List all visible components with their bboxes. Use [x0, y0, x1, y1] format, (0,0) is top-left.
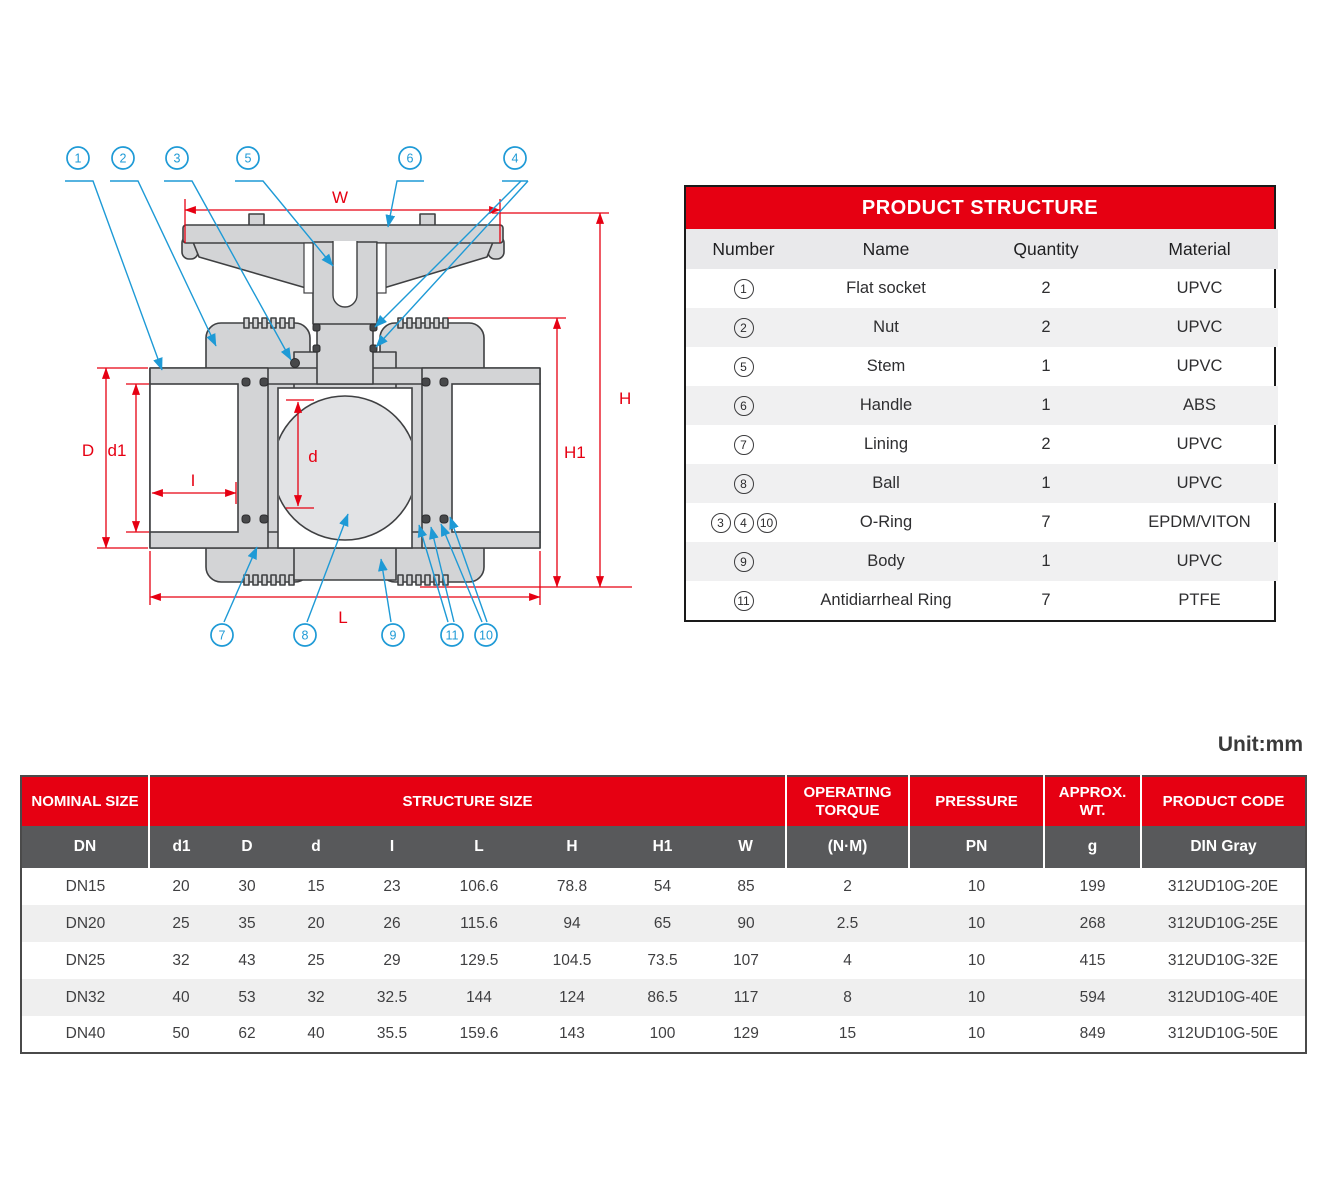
callout-4	[504, 147, 526, 169]
value-cell: 312UD10G-40E	[1141, 979, 1306, 1016]
part-name-cell: Nut	[873, 318, 899, 336]
structure-row	[686, 269, 1278, 308]
value-cell: 129.5	[433, 942, 525, 979]
sub-header-L: L	[433, 826, 525, 868]
dim-label-h: H	[619, 389, 632, 408]
sub-header-g: g	[1044, 826, 1141, 868]
value-cell: 199	[1044, 868, 1141, 905]
group-approx-wt: APPROX. WT.	[1044, 776, 1141, 826]
value-cell: 32	[149, 942, 213, 979]
structure-row	[686, 542, 1278, 581]
value-cell: 143	[525, 1016, 619, 1053]
value-cell: 2	[786, 868, 909, 905]
group-operating-torque: OPERATING TORQUE	[786, 776, 909, 826]
callout-8	[294, 624, 316, 646]
value-cell: 85	[706, 868, 786, 905]
value-cell: 312UD10G-25E	[1141, 905, 1306, 942]
part-material-cell: UPVC	[1176, 552, 1223, 570]
part-qty-cell: 2	[1041, 435, 1051, 453]
callout-11	[441, 624, 463, 646]
value-cell: 415	[1044, 942, 1141, 979]
part-material-cell: UPVC	[1176, 357, 1223, 375]
sub-header-din-gray: DIN Gray	[1141, 826, 1306, 868]
dim-label-w: W	[331, 188, 349, 207]
svg-text:9: 9	[389, 628, 397, 643]
dim-label-D: D	[81, 441, 95, 460]
structure-row	[686, 347, 1278, 386]
dim-label-h1: H1	[564, 443, 586, 462]
valve-parts	[150, 214, 540, 585]
value-cell: 10	[909, 905, 1044, 942]
product-structure-card	[684, 185, 1276, 622]
part-qty-cell: 7	[1041, 513, 1051, 531]
value-cell: 4	[786, 942, 909, 979]
part-name-cell: Stem	[866, 357, 906, 375]
value-cell: 8	[786, 979, 909, 1016]
part-number-circle: 3	[711, 513, 731, 533]
value-cell: 312UD10G-32E	[1141, 942, 1306, 979]
value-cell: 268	[1044, 905, 1141, 942]
value-cell: 90	[706, 905, 786, 942]
part-number-circle: 10	[757, 513, 777, 533]
size-row-DN32	[21, 979, 1306, 1016]
structure-row	[686, 464, 1278, 503]
callout-6	[399, 147, 421, 169]
value-cell: 2.5	[786, 905, 909, 942]
part-number-circle: 6	[734, 396, 754, 416]
value-cell: 86.5	[619, 979, 706, 1016]
value-cell: 159.6	[433, 1016, 525, 1053]
part-number-cell	[686, 503, 801, 542]
part-number-circle: 2	[734, 318, 754, 338]
sub-header-d: d	[281, 826, 351, 868]
group-product-code: PRODUCT CODE	[1141, 776, 1306, 826]
size-table-sub-header-row	[21, 826, 1306, 868]
svg-text:3: 3	[173, 151, 181, 166]
group-structure-size: STRUCTURE SIZE	[149, 776, 786, 826]
part-material-cell: EPDM/VITON	[1148, 513, 1251, 531]
part-name-cell: Handle	[859, 396, 913, 414]
svg-text:4: 4	[511, 151, 519, 166]
svg-text:6: 6	[406, 151, 414, 166]
value-cell: 43	[213, 942, 281, 979]
value-cell: 25	[149, 905, 213, 942]
value-cell: 25	[281, 942, 351, 979]
value-cell: 20	[149, 868, 213, 905]
value-cell: 94	[525, 905, 619, 942]
svg-text:1: 1	[74, 151, 82, 166]
part-number-cell	[686, 308, 801, 347]
svg-text:8: 8	[301, 628, 309, 643]
size-row-DN25	[21, 942, 1306, 979]
value-cell: 30	[213, 868, 281, 905]
value-cell: 10	[909, 942, 1044, 979]
sub-header-pn: PN	[909, 826, 1044, 868]
product-structure-table	[686, 229, 1278, 620]
part-number-circle: 4	[734, 513, 754, 533]
structure-header-row	[686, 229, 1278, 269]
ball	[273, 396, 417, 540]
value-cell: 40	[281, 1016, 351, 1053]
part-name-cell: Antidiarrheal Ring	[820, 591, 952, 609]
valve-cross-section-diagram	[0, 0, 680, 680]
part-material-cell: PTFE	[1178, 591, 1221, 609]
part-number-cell	[686, 347, 801, 386]
sub-header-H: H	[525, 826, 619, 868]
value-cell: 32.5	[351, 979, 433, 1016]
sub-header-I: I	[351, 826, 433, 868]
sub-header-W: W	[706, 826, 786, 868]
value-cell: 35.5	[351, 1016, 433, 1053]
part-number-cell	[686, 425, 801, 464]
value-cell: 10	[909, 979, 1044, 1016]
size-row-DN15	[21, 868, 1306, 905]
part-number-circle: 9	[734, 552, 754, 572]
part-number-circle: 11	[734, 591, 754, 611]
part-material-cell: UPVC	[1176, 435, 1223, 453]
value-cell: 10	[909, 1016, 1044, 1053]
value-cell: 849	[1044, 1016, 1141, 1053]
part-name-cell: Ball	[872, 474, 900, 492]
sub-header-D: D	[213, 826, 281, 868]
part-qty-cell: 2	[1041, 279, 1051, 297]
value-cell: 29	[351, 942, 433, 979]
part-material-cell: ABS	[1182, 396, 1217, 414]
part-number-cell	[686, 386, 801, 425]
stem	[317, 318, 373, 384]
handle	[182, 214, 504, 324]
sub-header-nm: (N·M)	[786, 826, 909, 868]
value-cell: 144	[433, 979, 525, 1016]
value-cell: 78.8	[525, 868, 619, 905]
dim-label-d: d	[308, 447, 318, 466]
dimension-size-table	[20, 775, 1307, 1054]
part-name-cell: Lining	[863, 435, 909, 453]
value-cell: 32	[281, 979, 351, 1016]
value-cell: 129	[706, 1016, 786, 1053]
part-qty-cell: 1	[1041, 357, 1051, 375]
col-header-number: Number	[686, 229, 801, 269]
part-material-cell: UPVC	[1176, 474, 1223, 492]
structure-row	[686, 308, 1278, 347]
callout-2	[112, 147, 134, 169]
value-cell: 124	[525, 979, 619, 1016]
dim-label-d1: d1	[107, 441, 127, 460]
group-nominal-size: NOMINAL SIZE	[21, 776, 149, 826]
left-socket-bore	[150, 384, 238, 532]
part-material-cell: UPVC	[1176, 279, 1223, 297]
value-cell: 20	[281, 905, 351, 942]
structure-row	[686, 503, 1278, 542]
svg-text:2: 2	[119, 151, 127, 166]
value-cell: 62	[213, 1016, 281, 1053]
col-header-quantity: Quantity	[971, 229, 1121, 269]
right-socket-bore	[452, 384, 540, 532]
value-cell: 73.5	[619, 942, 706, 979]
value-cell: 312UD10G-20E	[1141, 868, 1306, 905]
structure-row	[686, 386, 1278, 425]
structure-table-title: PRODUCT STRUCTURE	[686, 187, 1274, 229]
part-number-circle: 5	[734, 357, 754, 377]
svg-text:10: 10	[479, 628, 493, 643]
part-qty-cell: 7	[1041, 591, 1051, 609]
value-cell: 65	[619, 905, 706, 942]
col-header-name: Name	[801, 229, 971, 269]
dim-label-l: L	[338, 608, 348, 627]
value-cell: 594	[1044, 979, 1141, 1016]
size-table-group-header-row	[21, 776, 1306, 826]
dn-cell: DN25	[21, 942, 149, 979]
value-cell: 23	[351, 868, 433, 905]
dn-cell: DN15	[21, 868, 149, 905]
size-row-DN40	[21, 1016, 1306, 1053]
callout-1	[67, 147, 89, 169]
structure-row	[686, 581, 1278, 620]
sub-header-d1: d1	[149, 826, 213, 868]
col-header-material: Material	[1121, 229, 1278, 269]
value-cell: 100	[619, 1016, 706, 1053]
part-name-cell: Body	[867, 552, 905, 570]
dn-cell: DN20	[21, 905, 149, 942]
value-cell: 40	[149, 979, 213, 1016]
value-cell: 107	[706, 942, 786, 979]
value-cell: 106.6	[433, 868, 525, 905]
svg-text:5: 5	[244, 151, 252, 166]
part-number-circle: 8	[734, 474, 754, 494]
svg-text:11: 11	[445, 628, 459, 643]
part-qty-cell: 1	[1041, 474, 1051, 492]
callout-3	[166, 147, 188, 169]
callout-5	[237, 147, 259, 169]
part-qty-cell: 1	[1041, 552, 1051, 570]
value-cell: 53	[213, 979, 281, 1016]
part-number-cell	[686, 269, 801, 308]
callout-10	[475, 624, 497, 646]
part-number-cell	[686, 464, 801, 503]
part-number-circle: 7	[734, 435, 754, 455]
value-cell: 26	[351, 905, 433, 942]
part-name-cell: Flat socket	[846, 279, 926, 297]
value-cell: 117	[706, 979, 786, 1016]
value-cell: 15	[786, 1016, 909, 1053]
sub-header-H1: H1	[619, 826, 706, 868]
dim-label-i: I	[190, 471, 196, 490]
value-cell: 10	[909, 868, 1044, 905]
value-cell: 50	[149, 1016, 213, 1053]
value-cell: 115.6	[433, 905, 525, 942]
value-cell: 312UD10G-50E	[1141, 1016, 1306, 1053]
dn-cell: DN32	[21, 979, 149, 1016]
value-cell: 15	[281, 868, 351, 905]
part-qty-cell: 2	[1041, 318, 1051, 336]
size-row-DN20	[21, 905, 1306, 942]
value-cell: 104.5	[525, 942, 619, 979]
sub-header-dn: DN	[21, 826, 149, 868]
unit-label: Unit:mm	[1217, 733, 1303, 756]
dn-cell: DN40	[21, 1016, 149, 1053]
value-cell: 35	[213, 905, 281, 942]
part-qty-cell: 1	[1041, 396, 1051, 414]
group-pressure: PRESSURE	[909, 776, 1044, 826]
value-cell: 54	[619, 868, 706, 905]
part-material-cell: UPVC	[1176, 318, 1223, 336]
part-number-cell	[686, 542, 801, 581]
callout-9	[382, 624, 404, 646]
part-number-cell	[686, 581, 801, 620]
part-number-circle: 1	[734, 279, 754, 299]
callout-7	[211, 624, 233, 646]
part-name-cell: O-Ring	[859, 513, 913, 531]
svg-text:7: 7	[218, 628, 226, 643]
structure-row	[686, 425, 1278, 464]
